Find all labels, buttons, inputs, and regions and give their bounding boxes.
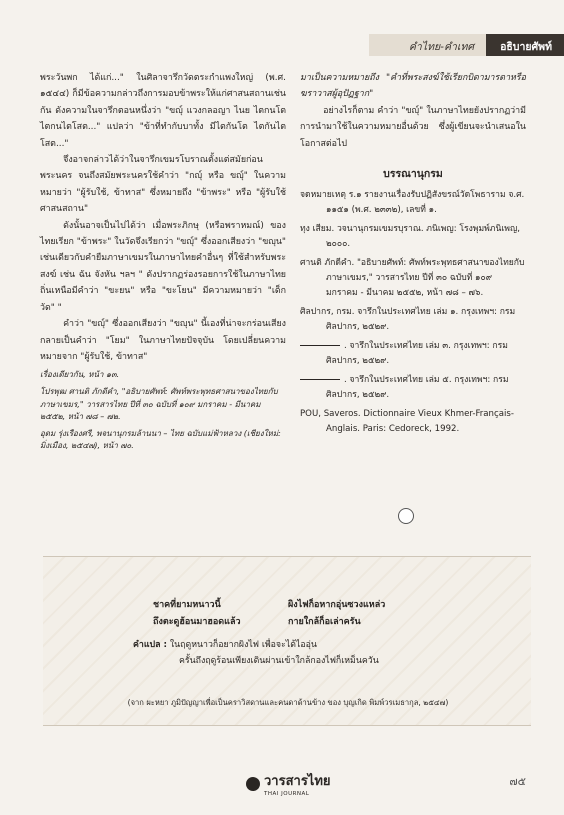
verse-right: [288, 597, 385, 631]
bibliography-entry: [300, 373, 526, 403]
verse-source: (จาก ผะหยา ภูมิปัญญาเพื่อเป็นคราวิสดานและคนดาด้านข้าง ของ บุญเกิด พิมพ์วรเมธากุล, ๒๕๔๗): [127, 698, 449, 707]
logo-subtext: THAI JOURNAL: [264, 791, 310, 797]
translation-line: ในฤดูหนาวก็อยากผิงไฟ เพื่อจะได้ไออุ่น: [169, 640, 317, 650]
verse-line: ถึงตะดูฮ้อนมาฮอดแล้ว: [153, 617, 241, 627]
logo-text: วารสารไทย: [264, 774, 331, 789]
footnote: โปรพุฒ ศานติ ภักดีคำ, "อธิบายศัพท์: ศัพท์พระพุทธศาสนาของไทยกับภาษาเขมร," วารสารไทย ปีที่ ๓๐ ฉบับที่ ๑๐๙ มกราคม - มีนาคม ๒๕๕๒, หน้า ๗๘ – ๗๒.: [40, 386, 278, 422]
bibliography-entry: POU, Saveros. Dictionnaire Vieux Khmer-Français-Anglais. Paris: Cedoreck, 1992.: [300, 409, 514, 435]
paragraph: ดังนั้นอาจเป็นไปได้ว่า เมื่อพระภิกษุ (หรือพราหมณ์) ของไทยเรียก "ข้าพระ" ในวัดจึงเรียกว่า "ขญุ์" ซึ่งออกเสียงว่า "ขญุน" เช่นเดียวกับคำยืมภาษาเขมรในภาษาไทยคำอื่นๆ ที่ใช้สำหรับพระสงฆ์ เช่น ฉัน จังหัน ฯลฯ " ดังปรากฏร่องรอยการใช้ในภาษาไทยถิ่นเหนือมีคำว่า "ขะยน" หรือ "ขะโยน" มีความหมายว่า "เด็กวัด" ": [40, 220, 286, 313]
paragraph: มาเป็นความหมายถึง "คำที่พระสงฆ์ใช้เรียกบิดามารดาหรือฆราวาสผู้อุปัฏฐาก": [300, 73, 526, 100]
paragraph: คำว่า "ขญุ์" ซึ่งออกเสียงว่า "ขญุน" นี้เองที่น่าจะกร่อนเสียงกลายเป็นคำว่า "โยม" ในภาษาไทยปัจจุบัน โดยเปลี่ยนความหมายจาก "ผู้รับใช้, ข้าทาส": [40, 319, 286, 362]
translation: [133, 637, 493, 669]
footnote: เรื่องเดียวกัน, หน้า ๑๓.: [40, 370, 120, 380]
repeat-author-dash: [300, 379, 340, 380]
translation-label: คำแปล :: [133, 640, 168, 650]
bibliography-entry: [300, 339, 526, 369]
translation-line: ครั้นถึงฤดูร้อนเพียงเดินผ่านเข้าใกล้กองไฟก็เหม็นควัน: [179, 656, 379, 666]
verse-left: [153, 597, 241, 631]
bibliography-text: . จารึกในประเทศไทย เล่ม ๕. กรุงเทพฯ: กรมศิลปากร, ๒๕๒๙.: [326, 375, 509, 401]
page-header: [369, 34, 564, 56]
page-number: ๗๕: [509, 775, 526, 788]
verse-line: ชาคที่ยามหนาวนี้: [153, 600, 221, 610]
verse-line: ผิงไฟก็อหากอุ่นซวงแหล่ว: [288, 600, 386, 610]
bibliography-entry: ศานติ ภักดีคำ. "อธิบายศัพท์: ศัพท์พระพุทธศาสนาของไทยกับภาษาเขมร," วารสารไทย ปีที่ ๓๐ ฉบับที่ ๑๐๙ มกราคม - มีนาคม ๒๕๕๒, หน้า ๗๘ – ๗๖.: [300, 258, 525, 299]
paragraph: จึงอาจกล่าวได้ว่าในจารึกเขมรโบราณตั้งแต่สมัยก่อนพระนคร จนถึงสมัยพระนครใช้คำว่า "กญุ์ หรือ ขญุ์" ในความหมายว่า "ผู้รับใช้, ข้าทาส" ซึ่งหมายถึง "ข้าพระ" หรือ "ผู้รับใช้ศาสนสถาน": [40, 155, 286, 215]
logo-icon: [246, 777, 260, 791]
verse-line: กายใกล้ก็อเล่าครัน: [288, 617, 361, 627]
page-footer: [0, 770, 564, 810]
right-column: [300, 70, 526, 441]
bibliography-entry: จดหมายเหตุ ร.๑ รายงานเรื่องรับปฏิสังขรณ์วัดโพธาราม จ.ศ. ๑๑๕๑ (พ.ศ. ๒๓๓๒), เลขที่ ๑.: [300, 190, 525, 216]
bibliography-text: . จารึกในประเทศไทย เล่ม ๓. กรุงเทพฯ: กรมศิลปากร, ๒๕๒๙.: [326, 341, 508, 367]
footnote: อุดม รุ่งเรืองศรี, พจนานุกรมล้านนา – ไทย ฉบับแม่ฟ้าหลวง (เชียงใหม่: มิ่งเมือง, ๒๕๔๗), หน้า ๗๐.: [40, 428, 281, 451]
footnotes: [40, 369, 286, 453]
paragraph: อย่างไรก็ตาม คำว่า "ขญุ์" ในภาษาไทยยังปรากฏว่ามีการนำมาใช้ในความหมายอื่นด้วย ซึ่งผู้เขียนจะนำเสนอในโอกาสต่อไป: [300, 105, 526, 149]
section-ornament-icon: [398, 508, 414, 524]
verse-box: [43, 556, 531, 726]
journal-logo: [246, 770, 331, 797]
header-section: อธิบายศัพท์: [486, 34, 564, 56]
bibliography-entry: ทุง เสียม. วจนานุกรมเขมรบุราณ. ภนิเพญ: โรงพุมพ์ภนิเพญ, ๒๐๐๐.: [300, 224, 520, 250]
paragraph: พระวันพก ได้แก่..." ในศิลาจารึกวัดตระกำแพงใหญ่ (พ.ศ. ๑๕๔๔) ก็มีข้อความกล่าวถึงการมอบข้าพระให้แก่ศาสนสถานเช่นกัน ดังความในจารึกตอนหนึ่งว่า "ขญุ์ แวงกลอญา ไนย ไตกนโต ไตกนไตโสต..." แปลว่า "ข้าที่ทำกับบาทั้ง มีไตกันโต ไตกันไตโสต...": [40, 73, 286, 149]
header-category: คำไทย-คำเทศ: [369, 34, 486, 56]
bibliography-title: บรรณานุกรม: [383, 168, 443, 181]
repeat-author-dash: [300, 345, 340, 346]
bibliography-entry: ศิลปากร, กรม. จารึกในประเทศไทย เล่ม ๑. กรุงเทพฯ: กรมศิลปากร, ๒๕๒๙.: [300, 307, 516, 333]
left-column: [40, 70, 286, 457]
